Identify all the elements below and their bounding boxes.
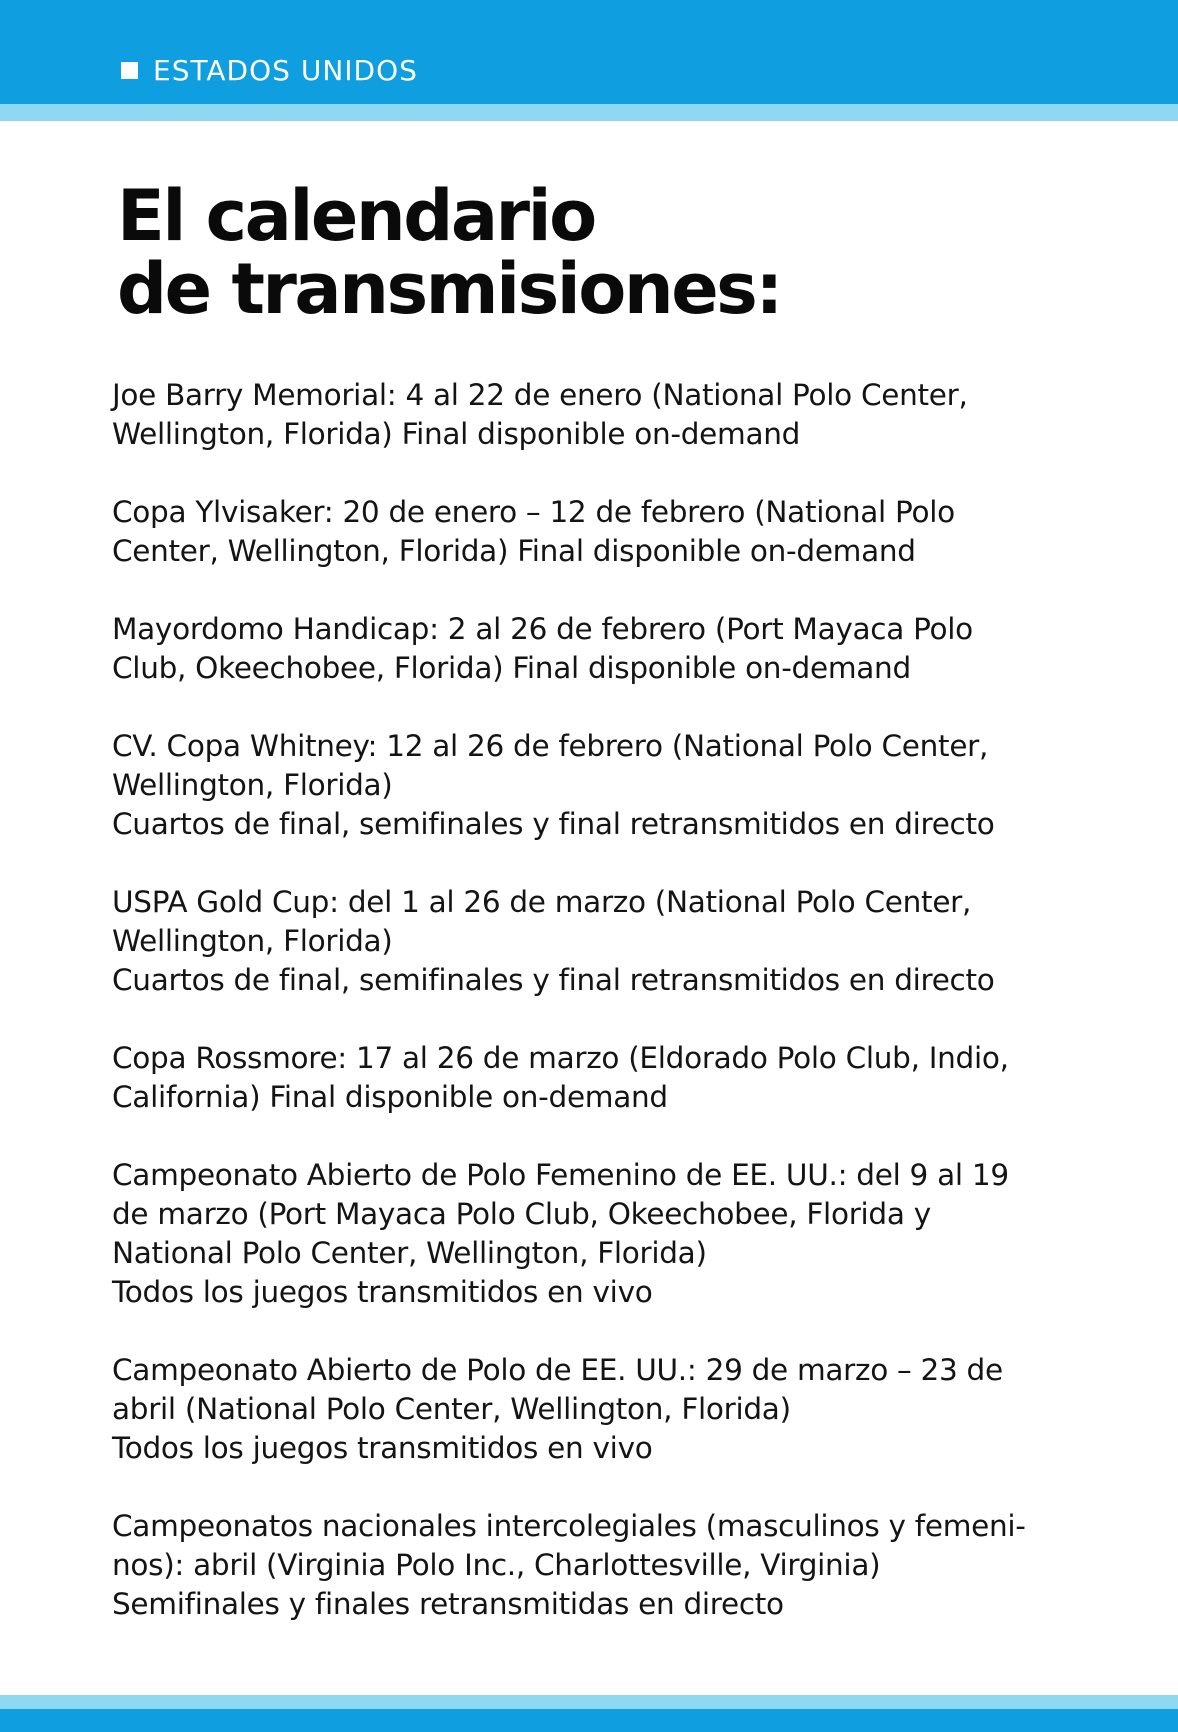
section-label	[121, 49, 418, 91]
event-line: Mayordomo Handicap: 2 al 26 de febrero (Port Mayaca Polo	[112, 612, 973, 646]
event-entry	[112, 1507, 1072, 1624]
event-line: Wellington, Florida)	[112, 924, 393, 958]
page-title	[117, 175, 781, 330]
event-line: abril (National Polo Center, Wellington, Florida)	[112, 1392, 791, 1426]
event-line: Copa Ylvisaker: 20 de enero – 12 de febrero (National Polo	[112, 495, 955, 529]
event-entry	[112, 1351, 1072, 1468]
event-line: California) Final disponible on-demand	[112, 1080, 668, 1114]
page-title-line-1: El calendario	[117, 175, 595, 257]
event-entry	[112, 1039, 1072, 1117]
footer-band	[0, 1709, 1178, 1732]
event-line: Wellington, Florida)	[112, 768, 393, 802]
event-line: Club, Okeechobee, Florida) Final disponible on-demand	[112, 651, 911, 685]
page-title-line-2: de transmisiones:	[117, 248, 781, 330]
event-line: nos): abril (Virginia Polo Inc., Charlottesville, Virginia)	[112, 1548, 881, 1582]
event-entry	[112, 376, 1072, 454]
header-stripe	[0, 104, 1178, 121]
event-entry	[112, 493, 1072, 571]
event-line: Center, Wellington, Florida) Final disponible on-demand	[112, 534, 916, 568]
event-line: de marzo (Port Mayaca Polo Club, Okeechobee, Florida y	[112, 1197, 931, 1231]
section-label-text: ESTADOS UNIDOS	[153, 53, 418, 87]
event-line: Todos los juegos transmitidos en vivo	[112, 1431, 653, 1465]
event-entry	[112, 610, 1072, 688]
event-line: Cuartos de final, semifinales y final retransmitidos en directo	[112, 963, 995, 997]
event-line: National Polo Center, Wellington, Florida)	[112, 1236, 707, 1270]
square-bullet-icon	[121, 62, 138, 79]
event-line: Campeonatos nacionales intercolegiales (masculinos y femeni-	[112, 1509, 1026, 1543]
event-line: Joe Barry Memorial: 4 al 22 de enero (National Polo Center,	[112, 378, 968, 412]
event-line: Copa Rossmore: 17 al 26 de marzo (Eldorado Polo Club, Indio,	[112, 1041, 1009, 1075]
event-list	[112, 376, 1072, 1663]
event-line: Wellington, Florida) Final disponible on-demand	[112, 417, 801, 451]
event-entry	[112, 727, 1072, 844]
event-entry	[112, 883, 1072, 1000]
event-line: USPA Gold Cup: del 1 al 26 de marzo (National Polo Center,	[112, 885, 972, 919]
event-entry	[112, 1156, 1072, 1312]
event-line: CV. Copa Whitney: 12 al 26 de febrero (National Polo Center,	[112, 729, 989, 763]
event-line: Semifinales y finales retransmitidas en directo	[112, 1587, 784, 1621]
event-line: Campeonato Abierto de Polo Femenino de EE. UU.: del 9 al 19	[112, 1158, 1009, 1192]
event-line: Cuartos de final, semifinales y final retransmitidos en directo	[112, 807, 995, 841]
footer-stripe	[0, 1695, 1178, 1709]
event-line: Campeonato Abierto de Polo de EE. UU.: 29 de marzo – 23 de	[112, 1353, 1003, 1387]
event-line: Todos los juegos transmitidos en vivo	[112, 1275, 653, 1309]
